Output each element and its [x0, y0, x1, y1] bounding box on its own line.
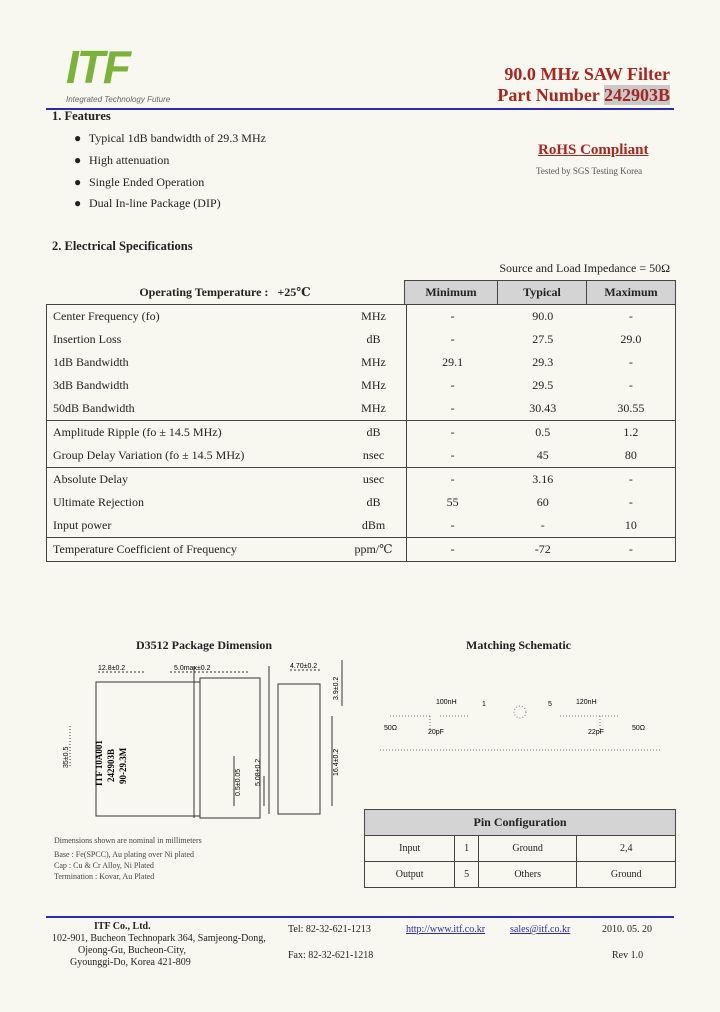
spec-cell-param: 3dB Bandwidth: [47, 374, 342, 397]
spec-cell-max: -: [587, 491, 676, 514]
spec-cell-min: -: [406, 374, 499, 397]
spec-cell-typ: 29.5: [532, 378, 554, 392]
operating-temp-label: Operating Temperature : +25℃: [139, 285, 311, 299]
inductor-label: 120nH: [576, 699, 597, 706]
spec-cell-unit: dBm: [361, 518, 386, 532]
header-rule: [46, 108, 674, 110]
spec-cell-unit: usec: [341, 468, 406, 492]
dim-label: 16.4±0.2: [333, 748, 340, 776]
spec-cell-param: 50dB Bandwidth: [47, 397, 342, 421]
spec-cell-max: 1.2: [587, 421, 676, 445]
pin-cell: Input: [365, 836, 455, 862]
spec-cell-min: -: [406, 444, 499, 468]
spec-cell-max: 29.0: [587, 328, 676, 351]
footer-fax: Fax: 82-32-621-1218: [288, 950, 374, 961]
col-minimum: Minimum: [405, 281, 498, 305]
spec-cell-min: -: [406, 421, 499, 445]
package-note: Termination : Kovar, Au Plated: [54, 872, 155, 881]
spec-row: [47, 421, 676, 445]
spec-cell-typ: 3.16: [499, 468, 587, 492]
footer-date: 2010. 05. 20: [602, 924, 652, 935]
spec-cell-typ: -: [540, 518, 545, 532]
spec-cell-min: -: [406, 538, 499, 562]
package-drawing: [54, 656, 354, 832]
website-link[interactable]: http://www.itf.co.kr: [406, 924, 486, 935]
matching-title: Matching Schematic: [466, 638, 571, 652]
footer-address: Ojeong-Gu, Bucheon-City,: [78, 945, 186, 956]
spec-row: [47, 491, 676, 514]
spec-cell-unit: MHz: [361, 378, 386, 392]
spec-cell-max: -: [587, 538, 676, 562]
spec-cell-typ: 45: [536, 448, 549, 462]
spec-header-row: [46, 281, 676, 305]
pin-row: [365, 862, 676, 888]
part-number-line: [497, 85, 670, 106]
spec-cell-min: -: [406, 328, 499, 351]
feature-item: ● High attenuation: [74, 153, 170, 167]
spec-cell-param: Absolute Delay: [47, 468, 342, 492]
spec-cell-unit: dB: [341, 421, 406, 445]
spec-cell-unit: dB: [366, 332, 381, 346]
rohs-note: Tested by SGS Testing Korea: [536, 166, 643, 176]
footer-address: Gyounggi-Do, Korea 421-809: [70, 957, 191, 968]
footer-company: ITF Co., Ltd.: [94, 921, 151, 932]
spec-cell-param: Amplitude Ripple (fo ± 14.5 MHz): [47, 421, 342, 445]
spec-table: [46, 280, 676, 305]
feature-item: ● Dual In-line Package (DIP): [74, 196, 221, 210]
spec-cell-min: 55: [406, 491, 499, 514]
package-note: Dimensions shown are nominal in millimeters: [54, 836, 202, 845]
company-logo: ITF: [66, 41, 129, 93]
pin-cell: Others: [478, 862, 577, 888]
electrical-heading: 2. Electrical Specifications: [52, 239, 193, 253]
spec-row: [47, 305, 676, 329]
pin-label: 5: [548, 701, 552, 708]
feature-item: ● Typical 1dB bandwidth of 29.3 MHz: [74, 131, 266, 145]
spec-cell-unit: MHz: [341, 305, 406, 329]
dim-label: 12.8±0.2: [98, 665, 126, 672]
spec-cell-unit: MHz: [361, 355, 386, 369]
spec-cell-typ: 30.43: [529, 401, 557, 415]
footer-address: 102-901, Bucheon Technopark 364, Samjeong-Dong,: [52, 933, 266, 944]
pin-row: [365, 836, 676, 862]
dim-label: 4.70±0.2: [290, 663, 318, 670]
spec-cell-min: -: [406, 397, 499, 421]
pin-config-title: Pin Configuration: [365, 810, 676, 836]
spec-cell-max: 30.55: [587, 397, 676, 421]
pin-config-table: [364, 809, 676, 888]
spec-row: [47, 514, 676, 538]
spec-row: [47, 538, 676, 562]
part-number-label: Part Number: [497, 85, 600, 105]
spec-row: [47, 328, 676, 351]
pin-cell: Ground: [478, 836, 577, 862]
dim-label: 0.5±0.05: [235, 768, 242, 796]
part-number-value: 242903B: [603, 85, 670, 105]
dim-label: 5.0max±0.2: [174, 665, 211, 672]
spec-cell-typ: 0.5: [499, 421, 587, 445]
spec-cell-max: 80: [587, 444, 676, 468]
spec-row: [47, 468, 676, 492]
spec-cell-typ: 90.0: [499, 305, 587, 329]
spec-cell-min: -: [406, 305, 499, 329]
dim-label: 5.08±0.2: [255, 758, 262, 786]
feature-item: ● Single Ended Operation: [74, 175, 205, 189]
pin-label: 1: [482, 701, 486, 708]
email-link[interactable]: sales@itf.co.kr: [510, 924, 571, 935]
spec-cell-unit: ppm/℃: [341, 538, 406, 562]
spec-cell-typ: 29.3: [532, 355, 554, 369]
spec-cell-typ: -72: [499, 538, 587, 562]
spec-row: [47, 351, 676, 374]
spec-row: [47, 374, 676, 397]
features-heading: 1. Features: [52, 109, 111, 123]
spec-cell-max: 10: [587, 514, 676, 538]
marking-line: ITF 10A001: [94, 740, 104, 786]
spec-cell-unit: dB: [366, 495, 381, 509]
marking-line: 90-29.3M: [118, 747, 128, 784]
capacitor-label: 22pF: [588, 729, 604, 736]
rohs-badge: RoHS Compliant: [538, 142, 649, 158]
spec-cell-param: Group Delay Variation (fo ± 14.5 MHz): [47, 444, 342, 468]
spec-cell-max: -: [587, 374, 676, 397]
dim-label: 35±0.5: [63, 746, 70, 768]
spec-cell-param: 1dB Bandwidth: [47, 351, 342, 374]
pin-cell: Ground: [577, 862, 676, 888]
package-note: Cap : Cu & Cr Alloy, Ni Plated: [54, 861, 154, 870]
load-label: 50Ω: [632, 725, 646, 732]
footer-rule: [46, 916, 674, 918]
spec-cell-max: -: [587, 305, 676, 329]
spec-cell-max: -: [587, 351, 676, 374]
spec-cell-min: -: [406, 468, 499, 492]
spec-cell-unit: nsec: [362, 448, 385, 462]
spec-cell-param: Insertion Loss: [47, 328, 342, 351]
dim-label: 3.9±0.2: [333, 676, 340, 700]
spec-cell-max: -: [587, 468, 676, 492]
marking-line: 242903B: [106, 748, 116, 782]
col-typical: Typical: [498, 281, 587, 305]
pin-cell: 2,4: [577, 836, 676, 862]
footer-tel: Tel: 82-32-621-1213: [288, 924, 371, 935]
document-title: 90.0 MHz SAW Filter: [504, 64, 670, 84]
inductor-label: 100nH: [436, 699, 457, 706]
spec-cell-param: Temperature Coefficient of Frequency: [47, 538, 342, 562]
col-maximum: Maximum: [587, 281, 676, 305]
pin-cell: 5: [455, 862, 478, 888]
spec-row: [47, 397, 676, 421]
spec-cell-typ: 60: [536, 495, 549, 509]
pin-cell: 1: [455, 836, 478, 862]
capacitor-label: 20pF: [428, 729, 444, 736]
spec-body: [46, 304, 676, 562]
logo-tagline: Integrated Technology Future: [66, 95, 171, 104]
matching-schematic: [370, 690, 670, 760]
package-title: D3512 Package Dimension: [136, 638, 272, 652]
pin-cell: Output: [365, 862, 455, 888]
spec-cell-param: Ultimate Rejection: [47, 491, 342, 514]
footer-revision: Rev 1.0: [612, 950, 644, 961]
package-note: Base : Fe(SPCC), Au plating over Ni plated: [54, 850, 194, 859]
source-label: 50Ω: [384, 725, 398, 732]
spec-cell-unit: MHz: [361, 401, 386, 415]
spec-cell-min: -: [406, 514, 499, 538]
spec-cell-param: Center Frequency (fo): [47, 305, 342, 329]
impedance-note: Source and Load Impedance = 50Ω: [499, 261, 670, 275]
spec-row: [47, 444, 676, 468]
spec-cell-typ: 27.5: [532, 332, 554, 346]
spec-cell-param: Input power: [47, 514, 342, 538]
spec-cell-min: 29.1: [406, 351, 499, 374]
